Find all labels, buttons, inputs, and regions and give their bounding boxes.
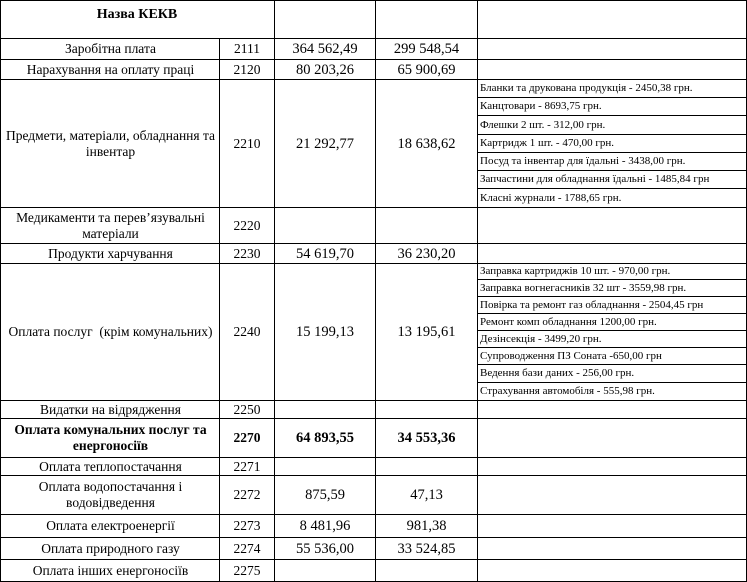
row-value-1: 80 203,26 (296, 61, 354, 78)
row-value-1: 875,59 (305, 487, 345, 503)
note-item: Канцтовари - 8693,75 грн. (480, 100, 602, 112)
row-code: 2272 (233, 487, 261, 502)
row-value-1: 54 619,70 (296, 245, 354, 262)
row-name: Оплата електроенергії (46, 518, 175, 533)
row-value-1: 21 292,77 (296, 135, 354, 152)
note-item: Ведення бази даних - 256,00 грн. (480, 367, 635, 379)
row-code: 2240 (233, 324, 261, 339)
row-value-1: 364 562,49 (292, 41, 358, 57)
note-item: Супроводження ПЗ Соната -650,00 грн (480, 349, 662, 362)
row-name: Продукти харчування (48, 245, 173, 261)
note-item: Картридж 1 шт. - 470,00 грн. (480, 137, 614, 149)
row-value-2: 34 553,36 (397, 430, 456, 446)
row-value-1: 64 893,55 (296, 430, 354, 446)
row-value-2: 33 524,85 (397, 540, 456, 557)
row-name: Оплата водопостачання і водовідведення (38, 479, 183, 510)
note-item: Дезінсекція - 3499,20 грн. (480, 332, 602, 345)
row-code: 2273 (233, 518, 261, 533)
row-name: Медикаменти та перев’язувальні матеріали (16, 209, 205, 241)
row-value-2: 65 900,69 (397, 61, 456, 78)
row-code: 2220 (233, 217, 261, 233)
header-name: Назва КЕКВ (96, 7, 178, 22)
note-item: Запчастини для обладнання їдальні - 1485,84 грн (480, 173, 710, 185)
row-value-2: 36 230,20 (397, 245, 456, 262)
row-value-2: 47,13 (410, 487, 443, 503)
row-code: 2250 (233, 401, 261, 417)
row-name: Оплата природного газу (41, 540, 180, 556)
row-value-2: 299 548,54 (393, 41, 460, 57)
row-name: Оплата інших енергоносіїв (32, 562, 189, 578)
row-value-2: 981,38 (406, 518, 447, 534)
note-item: Заправка картриджів 10 шт. - 970,00 грн. (480, 265, 671, 277)
note-item: Посуд та інвентар для їдальні - 3438,00 грн. (480, 155, 686, 167)
row-value-1: 55 536,00 (296, 540, 354, 557)
note-item: Повірка та ремонт газ обладнання - 2504,45 грн (480, 298, 704, 311)
row-code: 2275 (233, 562, 261, 578)
note-item: Заправка вогнегасників 32 шт - 3559,98 грн. (480, 281, 687, 294)
row-name: Предмети, матеріали, обладнання та інвентар (5, 127, 216, 159)
row-code: 2230 (233, 245, 261, 261)
row-name: Нарахування на оплату праці (26, 61, 195, 77)
row-code: 2210 (233, 135, 261, 151)
note-item: Класні журнали - 1788,65 грн. (480, 191, 622, 204)
note-item: Ремонт комп обладнання 1200,00 грн. (480, 315, 657, 328)
row-name: Заробітна плата (64, 41, 157, 56)
note-item: Страхування автомобіля - 555,98 грн. (480, 385, 655, 397)
row-code: 2120 (233, 61, 261, 77)
note-item: Бланки та друкована продукція - 2450,38 грн. (480, 82, 693, 94)
row-name: Оплата послуг (крім комунальних) (8, 324, 213, 339)
row-value-2: 13 195,61 (397, 324, 456, 340)
row-code: 2111 (234, 41, 260, 56)
row-code: 2271 (233, 458, 261, 474)
row-value-1: 15 199,13 (296, 324, 354, 340)
row-name: Оплата теплопостачання (39, 458, 182, 474)
note-item: Флешки 2 шт. - 312,00 грн. (480, 118, 606, 131)
row-value-1: 8 481,96 (299, 518, 351, 534)
row-code: 2270 (233, 430, 261, 445)
row-name: Оплата комунальних послуг та енергоносіїв (14, 422, 207, 453)
row-value-2: 18 638,62 (397, 135, 456, 152)
row-code: 2274 (233, 540, 261, 556)
row-name: Видатки на відрядження (39, 401, 181, 417)
